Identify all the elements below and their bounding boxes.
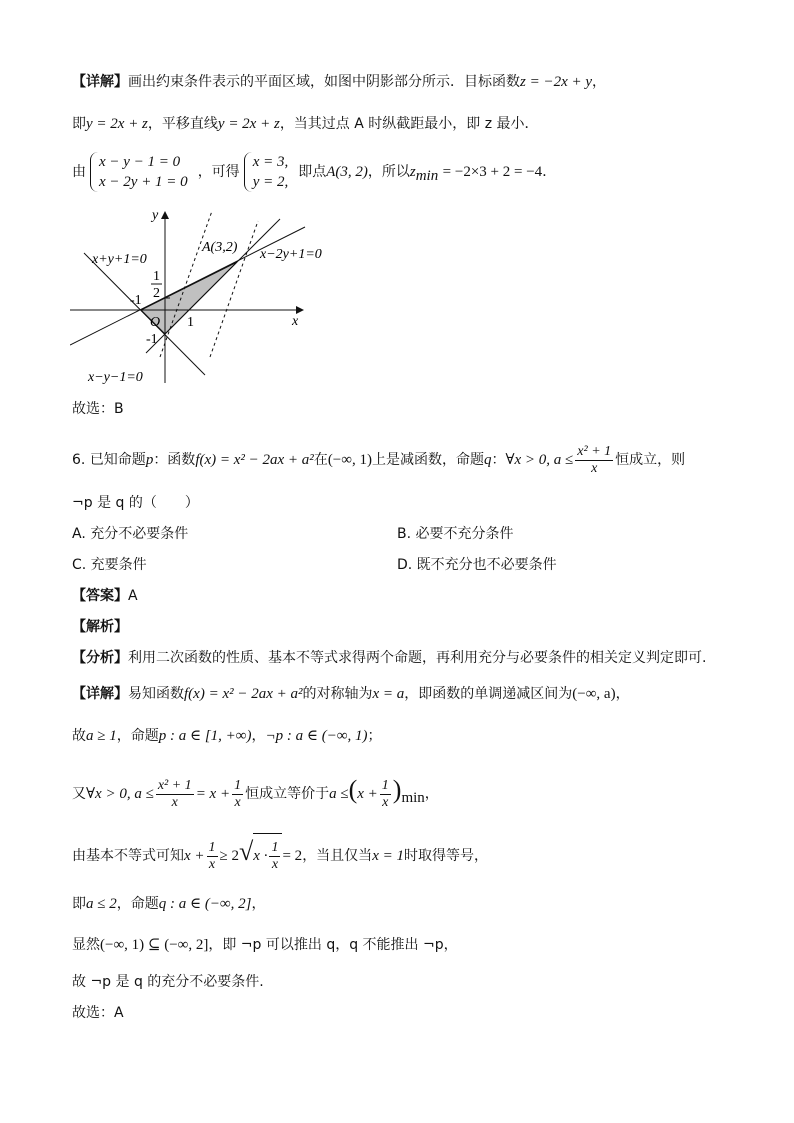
text: 由基本不等式可知: [72, 848, 184, 864]
text: ，: [615, 686, 630, 702]
text: ，所以: [367, 164, 410, 180]
y-axis-arrow: [161, 211, 169, 219]
punct: ．: [542, 164, 557, 180]
inequality: a ≤: [329, 786, 349, 802]
option-b[interactable]: B. 必要不充分条件: [397, 526, 514, 542]
half-denominator: 2: [153, 286, 160, 301]
prop-p: p: [145, 452, 154, 468]
text: 由: [72, 164, 86, 180]
interval: (−∞, a): [572, 686, 616, 702]
text: ，可得: [197, 164, 240, 180]
detail-line-2: [72, 114, 539, 134]
text: ，命题: [116, 728, 159, 744]
fraction: $\frac{\text{x² + 1}}{x}$: [157, 777, 192, 810]
step-4: [72, 894, 265, 914]
option-d[interactable]: D. 既不充分也不必要条件: [397, 557, 557, 573]
line-x-plus-y-plus-1: [84, 253, 205, 375]
text: 易知函数: [128, 686, 184, 702]
text: 即: [72, 896, 86, 912]
text: 上是减函数，命题: [371, 452, 484, 468]
inequality: a ≤ 2: [86, 896, 117, 912]
prop-q: q: [483, 452, 492, 468]
tick-neg1-y: -1: [146, 332, 158, 347]
inequality: a ≥ 1: [86, 728, 117, 744]
text: 又: [72, 786, 86, 802]
set-p: p : a ∈ [1, +∞): [158, 728, 252, 744]
answer-prev: 故选：B: [72, 401, 124, 417]
set-q: q : a ∈ (−∞, 2]: [158, 896, 252, 912]
expr: ≥ 2: [219, 848, 240, 864]
label-line-1: x+y+1=0: [92, 252, 147, 267]
xiangjie-tag: 【详解】: [72, 686, 128, 702]
option-a[interactable]: A. 充分不必要条件: [72, 526, 189, 542]
text: ，: [251, 896, 266, 912]
fraction: $\frac{\text{x² + 1}}{x}$: [577, 443, 612, 476]
fenxi-tag: 【分析】: [72, 650, 128, 666]
label-point-a: A(3,2): [202, 240, 238, 255]
label-line-2: x−2y+1=0: [260, 247, 322, 262]
step-1: [72, 726, 382, 746]
text: 的对称轴为: [302, 686, 373, 702]
text: 恒成立，则: [615, 452, 686, 468]
equation: y = 2x + z: [217, 116, 280, 132]
fenxi-line: [72, 648, 706, 668]
text: 即点: [298, 164, 327, 180]
sqrt-sign: √: [239, 837, 254, 866]
condition: ∀x > 0, a ≤: [505, 452, 574, 468]
text: ，当其过点 A 时纵截距最小，即 z 最小．: [279, 116, 539, 132]
question-6-line-2: ¬p 是 q 的（ ）: [72, 495, 199, 511]
function: f(x) = x² − 2ax + a²: [184, 686, 303, 702]
text: 已知命题: [89, 452, 146, 468]
sqrt-body: x · $\frac{1}{x}$: [253, 833, 282, 878]
expr: x +: [357, 786, 378, 802]
set-not-p: ¬p : a ∈ (−∞, 1): [265, 728, 368, 744]
analysis-tag: 【解析】: [72, 619, 128, 635]
expr: = 2: [282, 848, 303, 864]
detail-text: 画出约束条件表示的平面区域，如图中阴影部分所示．目标函数: [128, 74, 520, 90]
option-c[interactable]: C. 充要条件: [72, 557, 147, 573]
feasible-region-figure: [70, 205, 340, 390]
text: 时取得等号，: [403, 848, 488, 864]
expr: x +: [184, 848, 205, 864]
step-2: [72, 768, 439, 820]
tick-one: 1: [187, 315, 194, 330]
expr: = x +: [195, 786, 231, 802]
detail-tag: 【详解】: [72, 74, 128, 90]
axis-of-symmetry: x = a: [372, 686, 405, 702]
text: ，当且仅当: [302, 848, 373, 864]
axis-x-label: x: [292, 314, 299, 329]
interval: (−∞, 1): [327, 452, 372, 468]
label-line-3: x−y−1=0: [88, 370, 143, 385]
text: 在: [313, 452, 328, 468]
subscript-min: min: [401, 789, 425, 806]
text: 恒成立等价于: [245, 786, 330, 802]
detail-line-1: [72, 72, 606, 92]
half-numerator: 1: [153, 269, 160, 284]
tick-neg1-x: -1: [130, 293, 142, 308]
set-relation: (−∞, 1) ⊆ (−∞, 2]: [100, 937, 209, 953]
text: ，: [251, 728, 266, 744]
condition: x = 1: [372, 848, 404, 864]
fraction: $\frac{1}{x}$: [234, 777, 242, 810]
xiangjie-line: [72, 684, 630, 704]
step-5: [72, 935, 458, 955]
question-number: 6.: [72, 452, 86, 468]
text: ：: [491, 452, 506, 468]
fenxi-text: 利用二次函数的性质、基本不等式求得两个命题，再利用充分与必要条件的相关定义判定即可.: [128, 650, 707, 666]
point-a: A(3, 2): [326, 164, 368, 180]
text: ，即函数的单调递减区间为: [404, 686, 573, 702]
axis-y-label: y: [152, 208, 159, 223]
text: ，命题: [116, 896, 159, 912]
label-origin: O: [150, 315, 161, 330]
final-answer: 故选：A: [72, 1005, 124, 1021]
equation-system-1: x − y − 1 = 0 x − 2y + 1 = 0: [90, 152, 194, 192]
equation-system-2: x = 3, y = 2,: [244, 152, 295, 192]
fraction: $\frac{1}{x}$: [208, 839, 216, 872]
text: 故: [72, 728, 86, 744]
text: 即: [72, 116, 86, 132]
detail-line-3: [72, 150, 556, 198]
answer-value: A: [128, 588, 138, 604]
equation: y = 2x + z: [86, 116, 148, 132]
paren-open: (: [348, 775, 358, 804]
text: 显然: [72, 937, 100, 953]
calc: = −2×3 + 2 = −4: [442, 164, 543, 180]
text: ，即 ¬p 可以推出 q，q 不能推出 ¬p，: [208, 937, 458, 953]
condition: ∀x > 0, a ≤: [86, 786, 154, 802]
answer-tag: 【答案】: [72, 588, 128, 604]
step-6: 故 ¬p 是 q 的充分不必要条件.: [72, 974, 264, 990]
step-3: [72, 830, 488, 878]
answer-line: [72, 586, 138, 606]
objective-function: z = −2x + y: [520, 74, 593, 90]
zmin: $z_{min}$: [409, 164, 439, 184]
text: ，: [424, 786, 439, 802]
x-axis-arrow: [296, 306, 304, 314]
fraction: $\frac{1}{x}$: [381, 777, 389, 810]
question-6-line-1: [72, 440, 685, 480]
text: ；: [367, 728, 382, 744]
punct: ，: [592, 74, 607, 90]
function: f(x) = x² − 2ax + a²: [195, 452, 314, 468]
text: ：函数: [153, 452, 196, 468]
paren-close: ): [392, 775, 402, 804]
text: ，平移直线: [147, 116, 218, 132]
